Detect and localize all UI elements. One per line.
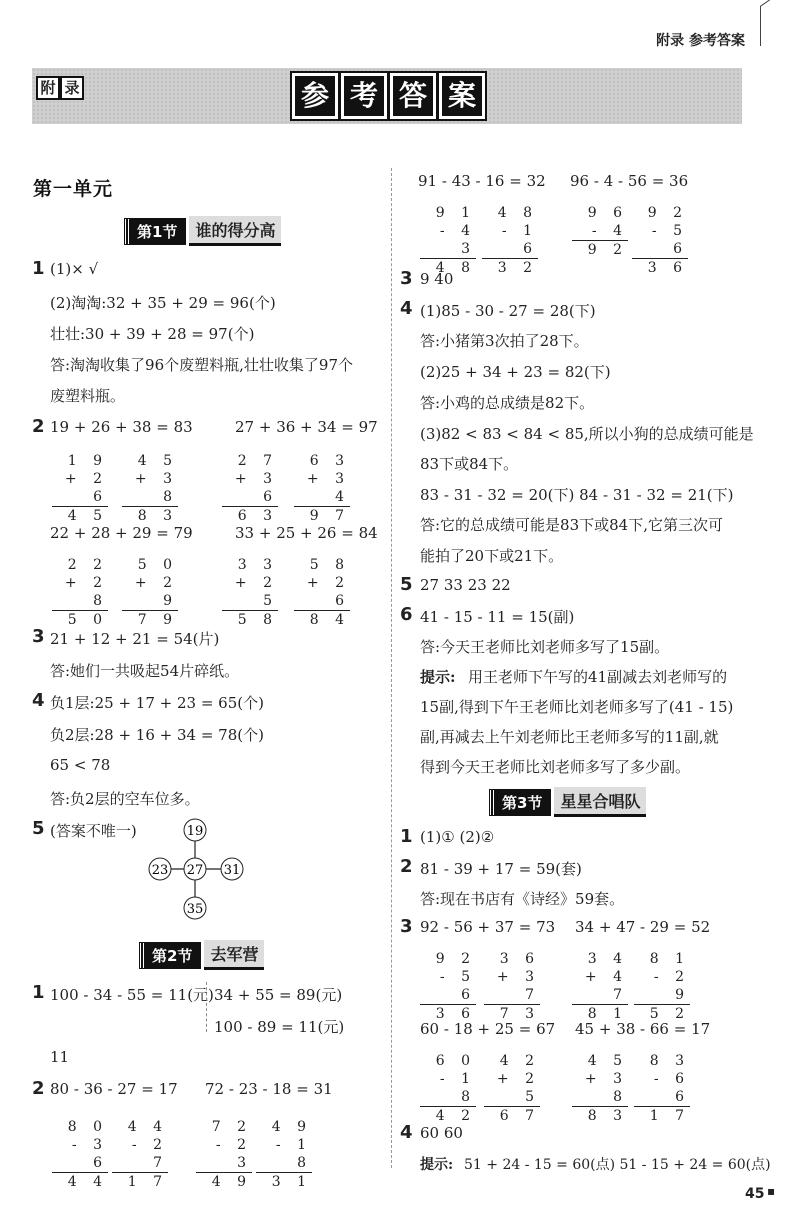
calc-row: 6 3 xyxy=(309,453,350,469)
vertical-calc xyxy=(112,1118,168,1191)
calc-row: 4 4 xyxy=(127,1119,168,1135)
vertical-calc xyxy=(420,204,476,277)
calc-row: 9 2 xyxy=(647,205,688,221)
calc-row: 8 3 xyxy=(587,1108,628,1124)
vertical-calc xyxy=(222,452,278,525)
equation: 72 - 23 - 18 = 31 xyxy=(205,1080,333,1098)
calc-row: 8 3 xyxy=(649,1053,690,1069)
answer-note: (答案不唯一) xyxy=(50,822,137,840)
answer-line: 83下或84下。 xyxy=(420,455,519,473)
equation: 92 - 56 + 37 = 73 xyxy=(420,918,556,936)
question-number: 1 xyxy=(32,258,45,279)
answer-line: 废塑料瓶。 xyxy=(50,387,126,405)
question-number: 2 xyxy=(32,416,45,437)
calc-row: 4 8 xyxy=(497,205,538,221)
vertical-calc xyxy=(572,1052,628,1125)
calc-row: 8 1 xyxy=(587,1006,628,1022)
circle-value: 31 xyxy=(223,863,241,878)
appendix-badge xyxy=(36,76,84,100)
calc-row: 7 2 xyxy=(211,1119,252,1135)
answer-line: 负1层:25 + 17 + 23 = 65(个) xyxy=(50,694,264,712)
calc-row: - 2 7 xyxy=(112,1136,168,1173)
hint-line: 51 + 24 - 15 = 60(点) 51 - 15 + 24 = 60(点) xyxy=(464,1157,771,1173)
calc-row: + 3 7 xyxy=(484,968,540,1005)
calc-row: 4 5 xyxy=(587,1053,628,1069)
calc-row: + 2 6 xyxy=(294,574,350,611)
equation: 27 + 36 + 34 = 97 xyxy=(235,418,378,436)
calc-row: + 3 8 xyxy=(122,470,178,507)
section-name: 星星合唱队 xyxy=(554,787,646,817)
vertical-calc xyxy=(196,1118,252,1191)
equation: 41 - 15 - 11 = 15(副) xyxy=(420,608,575,626)
vertical-calc xyxy=(256,1118,312,1191)
question-number: 1 xyxy=(400,826,413,847)
section-3-heading xyxy=(490,787,646,817)
calc-row: 9 1 xyxy=(435,205,476,221)
circle-value: 35 xyxy=(186,902,204,917)
vertical-calc xyxy=(420,1052,476,1125)
hint-line: 15副,得到下午王老师比刘老师多写了(41 - 15) xyxy=(420,698,734,716)
answer-line: 答:今天王老师比刘老师多写了15副。 xyxy=(420,638,670,656)
hint-label: 提示: xyxy=(420,668,456,686)
vertical-calc xyxy=(52,1118,108,1191)
number-cross-diagram xyxy=(140,815,250,925)
question-number: 5 xyxy=(400,574,413,595)
question-number: 2 xyxy=(400,856,413,877)
circle-value: 23 xyxy=(151,863,169,878)
vertical-calc xyxy=(572,204,628,259)
section-number: 第1节 xyxy=(125,219,185,244)
vertical-calc xyxy=(420,950,476,1023)
calc-row: + 4 7 xyxy=(572,968,628,1005)
calc-row: 1 7 xyxy=(649,1108,690,1124)
vertical-calc xyxy=(52,452,108,525)
vertical-calc xyxy=(484,950,540,1023)
page-title xyxy=(292,73,485,119)
calc-row: 4 9 xyxy=(211,1174,252,1190)
question-number: 5 xyxy=(32,818,45,839)
equation: 34 + 47 - 29 = 52 xyxy=(575,918,711,936)
calc-row: + 2 5 xyxy=(222,574,278,611)
calc-row: 7 9 xyxy=(137,612,178,628)
calc-row: 4 2 xyxy=(435,1108,476,1124)
equation: 96 - 4 - 56 = 36 xyxy=(570,172,689,190)
calc-row: 5 8 xyxy=(237,612,278,628)
section-1-heading xyxy=(125,216,281,246)
calc-row: - 3 6 xyxy=(52,1136,108,1173)
section-name: 去军营 xyxy=(204,940,264,970)
calc-row: 3 6 xyxy=(435,1006,476,1022)
equation: 34 + 55 = 89(元) xyxy=(214,986,343,1004)
answer-line: 9 40 xyxy=(420,270,454,288)
answer-line: (2)淘淘:32 + 35 + 29 = 96(个) xyxy=(50,294,276,312)
answer-line: 负2层:28 + 16 + 34 = 78(个) xyxy=(50,726,264,744)
vertical-calc xyxy=(482,204,538,277)
answer-line: 答:负2层的空车位多。 xyxy=(50,790,200,808)
vertical-calc xyxy=(52,556,108,629)
calc-row: 5 2 xyxy=(649,1006,690,1022)
question-number: 4 xyxy=(400,298,413,319)
calc-row: + 2 6 xyxy=(52,470,108,507)
calc-row: 8 4 xyxy=(309,612,350,628)
equation: 21 + 12 + 21 = 54(片) xyxy=(50,630,220,648)
question-number: 4 xyxy=(400,1122,413,1143)
calc-row: 3 6 xyxy=(647,260,688,276)
answer-line: 答:小鸡的总成绩是82下。 xyxy=(420,394,595,412)
corner-mark-diagonal xyxy=(760,0,784,7)
calc-row: 4 4 xyxy=(67,1174,108,1190)
calc-row: 9 7 xyxy=(309,508,350,524)
vertical-calc xyxy=(294,556,350,629)
vertical-calc xyxy=(122,452,178,525)
equation: 100 - 34 - 55 = 11(元) xyxy=(50,986,214,1004)
calc-row: + 3 6 xyxy=(222,470,278,507)
calc-row: 4 5 xyxy=(137,453,178,469)
question-number: 6 xyxy=(400,604,413,625)
calc-row: 6 3 xyxy=(237,508,278,524)
answer-line: 60 60 xyxy=(420,1124,463,1142)
calc-row: - 1 6 xyxy=(482,222,538,259)
equation: 80 - 36 - 27 = 17 xyxy=(50,1080,178,1098)
calc-row: 6 7 xyxy=(499,1108,540,1124)
equation: 22 + 28 + 29 = 79 xyxy=(50,524,193,542)
calc-row: - 1 8 xyxy=(420,1070,476,1107)
calc-row: 9 2 xyxy=(587,242,628,258)
answer-line: 27 33 23 22 xyxy=(420,576,511,594)
equation: 45 + 38 - 66 = 17 xyxy=(575,1020,711,1038)
calc-row: 9 6 xyxy=(587,205,628,221)
inline-divider xyxy=(206,982,207,1032)
vertical-calc xyxy=(632,204,688,277)
calc-row: + 2 5 xyxy=(484,1070,540,1107)
calc-row: 4 9 xyxy=(271,1119,312,1135)
vertical-calc xyxy=(222,556,278,629)
answer-line: (1)① (2)② xyxy=(420,828,495,846)
answer-line: (1)85 - 30 - 27 = 28(下) xyxy=(420,302,596,320)
corner-mark xyxy=(760,6,761,46)
section-name: 谁的得分高 xyxy=(189,216,281,246)
calc-row: 3 1 xyxy=(271,1174,312,1190)
equation: 100 - 89 = 11(元) xyxy=(214,1018,345,1036)
equation: 60 - 18 + 25 = 67 xyxy=(420,1020,556,1038)
hint-line: 得到今天王老师比刘老师多写了多少副。 xyxy=(420,758,691,776)
equation: 91 - 43 - 16 = 32 xyxy=(418,172,546,190)
question-number: 4 xyxy=(32,690,45,711)
calc-row: + 2 8 xyxy=(52,574,108,611)
answer-line: 11 xyxy=(50,1048,70,1066)
calc-row: 3 2 xyxy=(497,260,538,276)
equation: 33 + 25 + 26 = 84 xyxy=(235,524,378,542)
calc-row: - 4 3 xyxy=(420,222,476,259)
calc-row: 6 0 xyxy=(435,1053,476,1069)
calc-row: 8 1 xyxy=(649,951,690,967)
calc-row: + 3 8 xyxy=(572,1070,628,1107)
title-char: 参 xyxy=(292,73,338,119)
answer-line: (1)× √ xyxy=(50,260,99,278)
answer-line: (2)25 + 34 + 23 = 82(下) xyxy=(420,363,611,381)
answer-line: 答:淘淘收集了96个废塑料瓶,壮壮收集了97个 xyxy=(50,356,353,374)
calc-row: + 2 9 xyxy=(122,574,178,611)
circle-value: 19 xyxy=(186,824,204,839)
appendix-char: 附 xyxy=(36,76,60,100)
calc-row: 8 3 xyxy=(137,508,178,524)
calc-row: - 5 6 xyxy=(632,222,688,259)
calc-row: 4 8 xyxy=(435,260,476,276)
calc-row: 5 0 xyxy=(67,612,108,628)
answer-line: 壮壮:30 + 39 + 28 = 97(个) xyxy=(50,325,255,343)
vertical-calc xyxy=(634,950,690,1023)
answer-line: 能拍了20下或21下。 xyxy=(420,547,564,565)
title-char: 案 xyxy=(439,73,485,119)
calc-row: - 2 3 xyxy=(196,1136,252,1173)
answer-line: 83 - 31 - 32 = 20(下) 84 - 31 - 32 = 21(下) xyxy=(420,486,734,504)
calc-row: 5 8 xyxy=(309,557,350,573)
question-number: 3 xyxy=(400,916,413,937)
calc-row: 7 3 xyxy=(499,1006,540,1022)
calc-row: 3 3 xyxy=(237,557,278,573)
page-number: 45 xyxy=(745,1186,765,1202)
title-char: 答 xyxy=(390,73,436,119)
calc-row: - 5 6 xyxy=(420,968,476,1005)
calc-row: - 2 9 xyxy=(634,968,690,1005)
answer-line: 65 < 78 xyxy=(50,756,111,774)
question-number: 1 xyxy=(32,982,45,1003)
question-number: 3 xyxy=(32,626,45,647)
calc-row: - 1 8 xyxy=(256,1136,312,1173)
calc-row: 3 6 xyxy=(499,951,540,967)
hint-line: 用王老师下午写的41副减去刘老师写的 xyxy=(468,668,728,686)
answer-line: 答:现在书店有《诗经》59套。 xyxy=(420,890,625,908)
answer-line: 答:小猪第3次拍了28下。 xyxy=(420,332,589,350)
calc-row: 2 2 xyxy=(67,557,108,573)
vertical-calc xyxy=(122,556,178,629)
calc-row: - 4 xyxy=(572,222,628,241)
calc-row: 4 5 xyxy=(67,508,108,524)
calc-row: 9 2 xyxy=(435,951,476,967)
section-number: 第2节 xyxy=(140,943,200,968)
calc-row: 2 7 xyxy=(237,453,278,469)
question-number: 2 xyxy=(32,1078,45,1099)
circle-value: 27 xyxy=(186,863,204,878)
vertical-calc xyxy=(484,1052,540,1125)
answer-line: (3)82 < 83 < 84 < 85,所以小狗的总成绩可能是 xyxy=(420,425,754,443)
answer-line: 答:它的总成绩可能是83下或84下,它第三次可 xyxy=(420,516,723,534)
calc-row: 1 7 xyxy=(127,1174,168,1190)
section-number: 第3节 xyxy=(490,790,550,815)
appendix-char: 录 xyxy=(60,76,84,100)
hint-line: 副,再减去上午刘老师比王老师多写的11副,就 xyxy=(420,728,719,746)
calc-row: 3 4 xyxy=(587,951,628,967)
calc-row: 5 0 xyxy=(137,557,178,573)
unit-title: 第一单元 xyxy=(33,174,113,201)
calc-row: - 6 6 xyxy=(634,1070,690,1107)
column-divider xyxy=(391,168,392,1168)
equation: 81 - 39 + 17 = 59(套) xyxy=(420,860,582,878)
bullet-icon: ▪ xyxy=(767,1184,776,1198)
section-2-heading xyxy=(140,940,264,970)
vertical-calc xyxy=(634,1052,690,1125)
vertical-calc xyxy=(572,950,628,1023)
title-char: 考 xyxy=(341,73,387,119)
running-header: 附录 参考答案 xyxy=(656,33,745,49)
calc-row: + 3 4 xyxy=(294,470,350,507)
equation: 19 + 26 + 38 = 83 xyxy=(50,418,193,436)
calc-row: 1 9 xyxy=(67,453,108,469)
calc-row: 4 2 xyxy=(499,1053,540,1069)
vertical-calc xyxy=(294,452,350,525)
calc-row: 8 0 xyxy=(67,1119,108,1135)
question-number: 3 xyxy=(400,268,413,289)
answer-line: 答:她们一共吸起54片碎纸。 xyxy=(50,662,240,680)
hint-label: 提示: xyxy=(420,1157,454,1173)
